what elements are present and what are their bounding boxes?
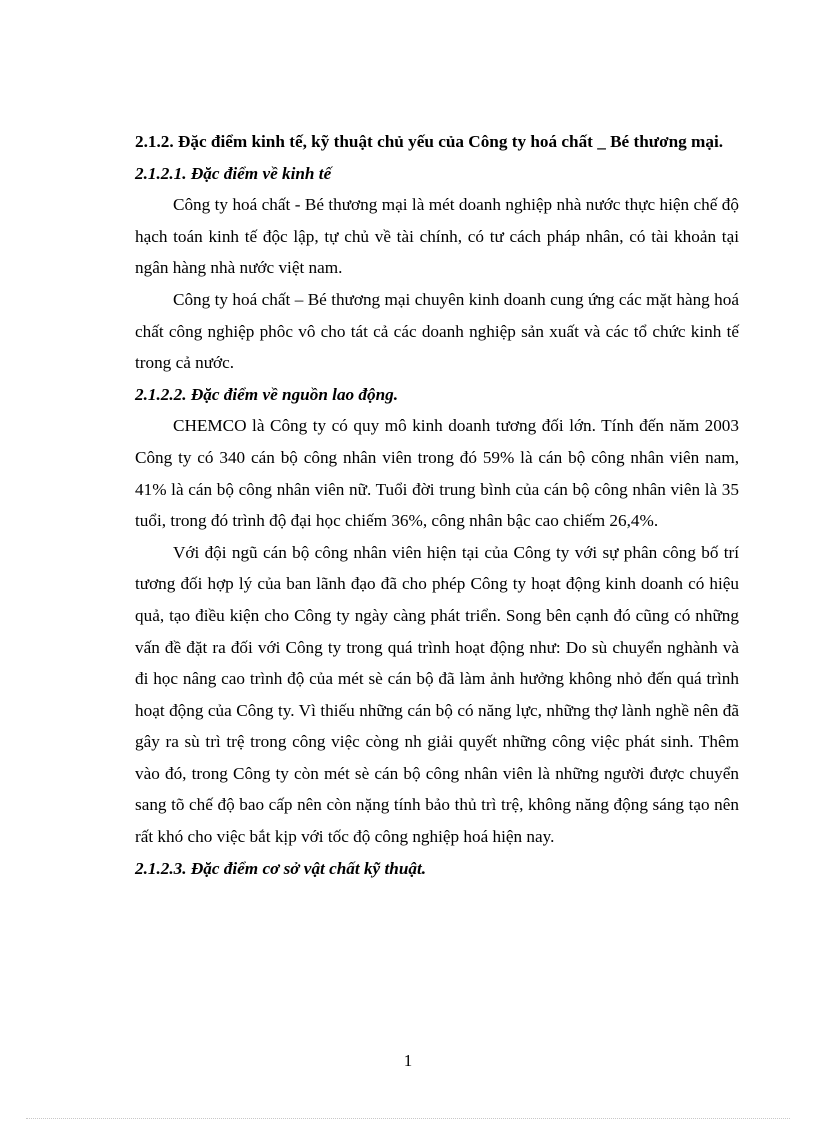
page-number: 1 [403, 1051, 413, 1070]
subsection-title-economic: 2.1.2.1. Đặc điểm về kinh tế [135, 163, 332, 183]
paragraph: Công ty hoá chất – Bé thương mại chuyên kinh doanh cung ứng các mặt hàng hoá chất công nghiệp phôc vô cho tát cả các doanh nghiệp sản xuất và các tổ chức kinh tế trong cả nước. [135, 289, 739, 373]
section-title: 2.1.2. Đặc điểm kinh tế, kỹ thuật chủ yếu của Công ty hoá chất _ Bé thương mại. [135, 132, 724, 151]
document-body [135, 126, 739, 884]
subsection-title-facilities: 2.1.2.3. Đặc điểm cơ sở vật chất kỹ thuật. [135, 858, 427, 878]
paragraph: CHEMCO là Công ty có quy mô kinh doanh tương đối lớn. Tính đến năm 2003 Công ty có 340 cán bộ công nhân viên trong đó 59% là cán bộ công nhân viên nam, 41% là cán bộ công nhân viên nữ. Tuổi đời trung bình của cán bộ công nhân viên là 35 tuổi, trong đó trình độ đại học chiếm 36%, công nhân bậc cao chiếm 26,4%. [135, 416, 739, 531]
paragraph: Công ty hoá chất - Bé thương mại là mét doanh nghiệp nhà nước thực hiện chế độ hạch toán kinh tế độc lập, tự chủ về tài chính, có tư cách pháp nhân, có tài khoản tại ngân hàng nhà nước việt nam. [135, 195, 739, 278]
subsection-title-labor: 2.1.2.2. Đặc điểm về nguồn lao động. [135, 384, 399, 404]
footer-divider [26, 1118, 790, 1119]
paragraph: Với đội ngũ cán bộ công nhân viên hiện tại của Công ty với sự phân công bố trí tương đối hợp lý của ban lãnh đạo đã cho phép Công ty hoạt động kinh doanh có hiệu quả, tạo điều kiện cho Công ty ngày càng phát triển. Song bên cạnh đó cũng có những vấn đề đặt ra đối với Công ty trong quá trình hoạt động như: Do sù chuyển nghành và đi học nâng cao trình độ của mét sè cán bộ đã làm ảnh hưởng không nhỏ đến quá trình hoạt động của Công ty. Vì thiếu những cán bộ có năng lực, những thợ lành nghề nên đã gây ra sù trì trệ trong công việc còng nh giải quyết những công việc phát sinh. Thêm vào đó, trong Công ty còn mét sè cán bộ công nhân viên là những người được chuyển sang tõ chế độ bao cấp nên còn nặng tính bảo thủ trì trệ, không năng động sáng tạo nên rất khó cho việc bắt kịp với tốc độ công nghiệp hoá hiện nay. [135, 542, 739, 847]
